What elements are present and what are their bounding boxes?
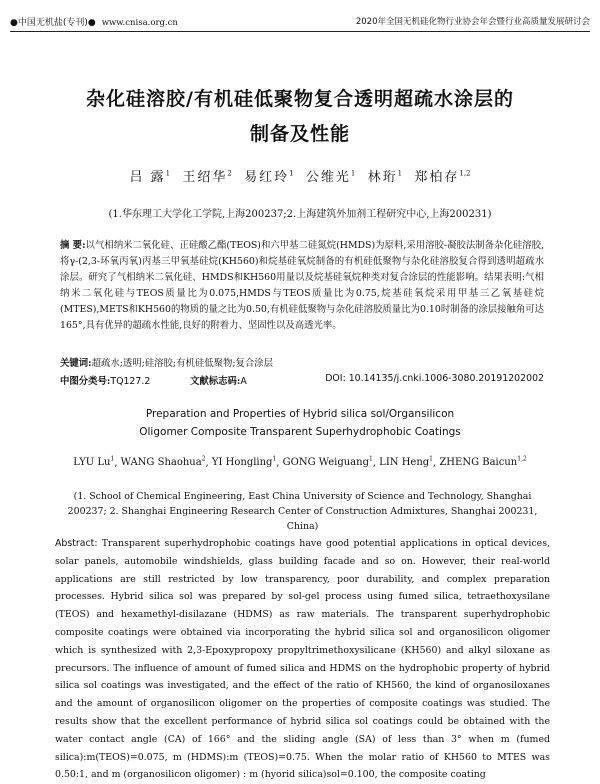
author-cn: 林珩$^1$ xyxy=(367,169,403,185)
author-en: ZHENG Baicun$^{1,2}$ xyxy=(439,456,527,469)
authors-cn xyxy=(0,166,600,185)
title-cn-line2: 制备及性能 xyxy=(249,123,350,145)
title-en-line2: Oligomer Composite Transparent Superhydrophobic Coatings xyxy=(139,426,461,438)
title-cn-line1: 杂化硅溶胶/有机硅低聚物复合透明超疏水涂层的 xyxy=(86,88,514,110)
running-header xyxy=(10,14,590,30)
clc: 中图分类号:TQ127.2 xyxy=(60,376,151,387)
keywords-cn xyxy=(60,355,273,369)
abstract-cn xyxy=(60,238,544,334)
author-en: GONG Weiguang$^1$ xyxy=(282,456,373,469)
affiliation-cn: (1.华东理工大学化工学院,上海200237;2.上海建筑外加剂工程研究中心,上海200231) xyxy=(108,209,492,220)
abstract-en-text: Transparent superhydrophobic coatings have good potential applications in optical devices, solar panels, automobile windshields, glass building facade and so on. However, their real-world applications are still restricted by low transparency, poor durability, and complex preparation processes. Hybrid silica sol was prepared by sol-gel process using fumed silica, tetraethoxysilane (TEOS) and hexamethyl-disilazane (HDMS) as raw materials. The transparent superhydrophobic composite coatings were obtained via incorporating the hybrid silica sol and organosilicon oligomer which is synthesized with 2,3-Epoxypropoxy propyltrimethoxysilicane (KH560) and alkyl siloxane as precursors. The influence of amount of fumed silica and HDMS on the hydrophobic property of hybrid silica sol coatings was investigated, and the effect of the ratio of KH560, the kind of organosiloxanes and the amount of organosilicon oligomer on the properties of composite coatings was studied. The results show that the excellent performance of hybrid silica sol coatings could be obtained with the water contact angle (CA) of 166° and the sliding angle (SA) of less than 3° when m (fumed silica):m(TEOS)=0.075, m (HDMS):m (TEOS)=0.75. When the molar ratio of KH560 to MTES was 0.50:1, and m (organosilicon oligomer) : m (hyorid silica)sol=0.100, the composite coating xyxy=(55,538,550,781)
journal-info xyxy=(10,15,178,28)
keywords-cn-text: 超疏水;透明;硅溶胶;有机硅低聚物;复合涂层 xyxy=(91,358,273,369)
author-cn: 郑柏存$^{1,2}$ xyxy=(414,169,471,185)
author-cn: 吕 露$^1$ xyxy=(129,169,171,185)
title-en-line1: Preparation and Properties of Hybrid silica sol/Organsilicon xyxy=(145,408,455,420)
keywords-cn-label: 关键词: xyxy=(60,358,92,369)
author-cn: 公维光$^1$ xyxy=(305,169,356,185)
classification-line xyxy=(60,373,544,387)
author-cn: 易红玲$^1$ xyxy=(244,169,294,185)
conference-name: 2020年全国无机硅化物行业协会年会暨行业高质量发展研讨会 xyxy=(355,17,590,27)
journal-name: ●中国无机盐(专刊)● xyxy=(10,18,96,28)
abstract-en xyxy=(55,535,550,784)
doi[interactable]: DOI: 10.14135/j.cnki.1006-3080.20191202002 xyxy=(325,373,544,384)
abstract-cn-text: 以气相纳米二氧化硅、正硅酸乙酯(TEOS)和六甲基二硅氮烷(HMDS)为原料,采用溶胶-凝胶法制备杂化硅溶胶,将γ-(2,3-环氧丙氧)丙基三甲氧基硅烷(KH560)和烷基硅氧烷制备的有机硅低聚物与杂化硅溶胶复合得到透明超疏水涂层。研究了气相纳米二氧化硅、HMDS和KH560用量以及烷基硅氧烷种类对复合涂层的性能影响。结果表明:气相纳米二氧化硅与TEOS质量比为0.075,HMDS与TEOS质量比为0.75,烷基硅氧烷采用甲基三乙氧基硅烷(MTES),METS和KH560的物质的量之比为0.50,有机硅低聚物与杂化硅溶胶质量比为0.10时制备的涂层接触角可达165°,具有优异的超疏水性能,良好的附着力、坚固性以及高透光率。 xyxy=(60,240,544,331)
abstract-cn-label: 摘 要: xyxy=(60,240,86,251)
author-en: WANG Shaohua$^2$ xyxy=(120,456,206,469)
abstract-en-label: Abstract: xyxy=(55,538,98,549)
author-en: LYU Lu$^1$ xyxy=(73,456,115,469)
author-en: YI Hongling$^1$ xyxy=(211,456,277,469)
document-code: 文献标志码:A xyxy=(190,376,247,387)
affiliation-en: (1. School of Chemical Engineering, East China University of Science and Technology, Shanghai 200237; 2. Shanghai Engineering Research Center of Construction Admixtures, Shanghai 200231, China) xyxy=(67,491,538,532)
author-en: LIN Heng$^1$ xyxy=(379,456,433,469)
journal-url[interactable]: www.cnisa.org.cn xyxy=(101,18,178,28)
header-rule xyxy=(10,31,590,32)
authors-en: LYU Lu$^1$, WANG Shaohua$^2$, YI Hongling$^1$, GONG Weiguang$^1$, LIN Heng$^1$, ZHENG Baicun$^{1,2}$ xyxy=(73,456,527,469)
author-cn: 王绍华$^2$ xyxy=(182,169,232,185)
